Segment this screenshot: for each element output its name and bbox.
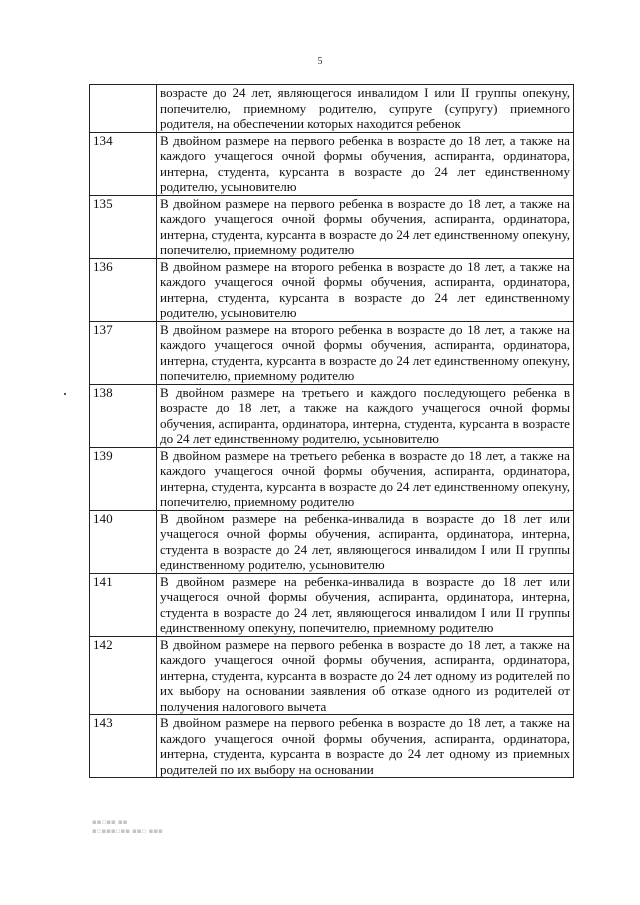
description-cell: В двойном размере на второго ребенка в возрасте до 18 лет, а также на каждого учащегося очной формы обучения, аспиранта, ординатора, интерна, студента, курсанта в возрасте до 24 лет единственному опекуну, попечителю, приемному родителю (157, 321, 574, 384)
code-cell: 143 (90, 715, 157, 778)
table-row (90, 132, 574, 195)
code-cell: 142 (90, 636, 157, 715)
code-cell: 141 (90, 573, 157, 636)
code-cell: 140 (90, 510, 157, 573)
code-cell: 134 (90, 132, 157, 195)
description-cell: В двойном размере на первого ребенка в возрасте до 18 лет, а также на каждого учащегося очной формы обучения, аспиранта, ординатора, интерна, студента, курсанта в возрасте до 24 лет единственному родителю, усыновителю (157, 132, 574, 195)
description-cell: В двойном размере на ребенка-инвалида в возрасте до 18 лет или учащегося очной формы обучения, аспиранта, ординатора, интерна, студента в возрасте до 24 лет, являющегося инвалидом I или II группы единственному родителю, усыновителю (157, 510, 574, 573)
table-row (90, 195, 574, 258)
scan-speck (64, 393, 66, 395)
description-cell: В двойном размере на третьего ребенка в возрасте до 18 лет, а также на каждого учащегося очной формы обучения, аспиранта, ординатора, интерна, студента, курсанта в возрасте до 24 лет единственному опекуну, попечителю, приемному родителю (157, 447, 574, 510)
description-cell: В двойном размере на первого ребенка в возрасте до 18 лет, а также на каждого учащегося очной формы обучения, аспиранта, ординатора, интерна, студента, курсанта в возрасте до 24 лет одному из приемных родителей по их выбору на основании (157, 715, 574, 778)
page-number: 5 (317, 56, 323, 67)
deduction-codes-table (89, 84, 574, 778)
description-cell: возрасте до 24 лет, являющегося инвалидом I или II группы опекуну, попечителю, приемному родителю, супруге (супругу) приемного родителя, на обеспечении которых находится ребенок (157, 85, 574, 133)
description-cell: В двойном размере на первого ребенка в возрасте до 18 лет, а также на каждого учащегося очной формы обучения, аспиранта, ординатора, интерна, студента, курсанта в возрасте до 24 лет одному из родителей по их выбору на основании заявления об отказе одного из родителей от получения налогового вычета (157, 636, 574, 715)
table-row (90, 636, 574, 715)
description-cell: В двойном размере на первого ребенка в возрасте до 18 лет, а также на каждого учащегося очной формы обучения, аспиранта, ординатора, интерна, студента, курсанта в возрасте до 24 лет единственному опекуну, попечителю, приемному родителю (157, 195, 574, 258)
code-cell: 138 (90, 384, 157, 447)
table-row (90, 321, 574, 384)
code-cell: 136 (90, 258, 157, 321)
code-cell: 135 (90, 195, 157, 258)
table-row (90, 715, 574, 778)
table-row (90, 85, 574, 133)
code-cell: 137 (90, 321, 157, 384)
description-cell: В двойном размере на ребенка-инвалида в возрасте до 18 лет или учащегося очной формы обучения, аспиранта, ординатора, интерна, студента в возрасте до 24 лет, являющегося инвалидом I или II группы единственному опекуну, попечителю, приемному родителю (157, 573, 574, 636)
table-row (90, 384, 574, 447)
table-row (90, 258, 574, 321)
description-cell: В двойном размере на третьего и каждого последующего ребенка в возрасте до 18 лет, а также на каждого учащегося очной формы обучения, аспиранта, ординатора, интерна, студента, курсанта в возрасте до 24 лет единственному родителю, усыновителю (157, 384, 574, 447)
code-cell (90, 85, 157, 133)
description-cell: В двойном размере на второго ребенка в возрасте до 18 лет, а также на каждого учащегося очной формы обучения, аспиранта, ординатора, интерна, студента, курсанта в возрасте до 24 лет единственному родителю, усыновителю (157, 258, 574, 321)
table-row (90, 573, 574, 636)
table-row (90, 510, 574, 573)
code-cell: 139 (90, 447, 157, 510)
faint-stamp-mark: ▪▪▫▪▪ ▪▪ ▪▫▪▪▪▫▪▪ ▪▪▫ ▪▪▪ (92, 818, 163, 835)
table-row (90, 447, 574, 510)
